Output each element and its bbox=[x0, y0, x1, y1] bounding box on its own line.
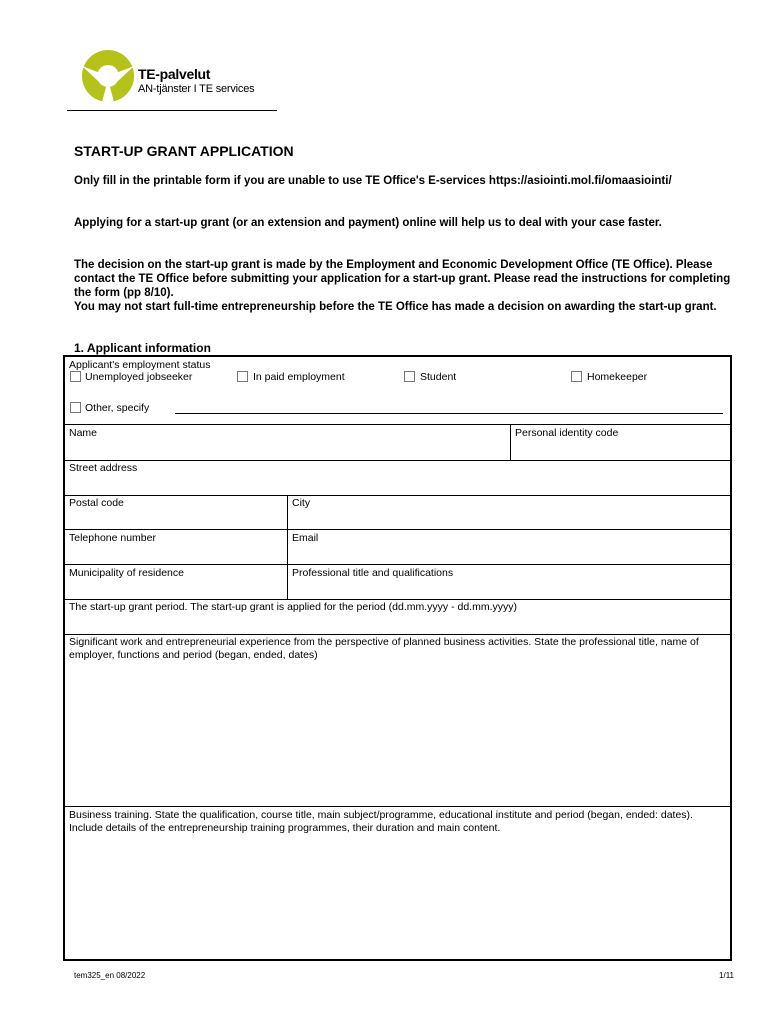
divider bbox=[65, 529, 730, 530]
business-training-label: Business training. State the qualification, course title, main subject/programme, educational institute and period (began, ended: dates). Include details of the entrepreneurship training programmes, their duration and main content. bbox=[69, 809, 693, 834]
page-number: 1/11 bbox=[719, 971, 734, 980]
checkbox-homekeeper[interactable] bbox=[571, 371, 582, 382]
city-label: City bbox=[292, 497, 311, 509]
telephone-label: Telephone number bbox=[69, 532, 156, 544]
divider bbox=[65, 424, 730, 425]
divider bbox=[287, 495, 288, 599]
checkbox-unemployed[interactable] bbox=[70, 371, 81, 382]
divider bbox=[510, 424, 511, 460]
divider bbox=[65, 634, 730, 635]
divider bbox=[65, 564, 730, 565]
checkbox-paid-employment[interactable] bbox=[237, 371, 248, 382]
logo-subtitle: AN-tjänster I TE services bbox=[138, 83, 255, 95]
page-title: START-UP GRANT APPLICATION bbox=[74, 143, 294, 159]
email-label: Email bbox=[292, 532, 319, 544]
applicant-form bbox=[63, 355, 732, 961]
intro-eservices-note: Only fill in the printable form if you are unable to use TE Office's E-services https://asiointi.mol.fi/omaasiointi/ bbox=[74, 175, 672, 187]
street-address-label: Street address bbox=[69, 462, 138, 474]
divider bbox=[65, 495, 730, 496]
municipality-label: Municipality of residence bbox=[69, 567, 184, 579]
intro-decision-note: The decision on the start-up grant is made by the Employment and Economic Development Office (TE Office). Please contact the TE Office before submitting your application for a start-up grant. Please read the instructions for completing the form (pp 8/10). bbox=[74, 259, 731, 299]
form-code: tem325_en 08/2022 bbox=[74, 971, 146, 980]
divider bbox=[65, 806, 730, 807]
employment-status-label: Applicant's employment status bbox=[69, 359, 211, 371]
intro-warning-note: You may not start full-time entrepreneurship before the TE Office has made a decision on awarding the start-up grant. bbox=[74, 301, 717, 313]
checkbox-student[interactable] bbox=[404, 371, 415, 382]
checkbox-other[interactable] bbox=[70, 402, 81, 413]
option-paid-employment-label: In paid employment bbox=[253, 371, 345, 383]
postal-code-label: Postal code bbox=[69, 497, 124, 509]
grant-period-label: The start-up grant period. The start-up grant is applied for the period (dd.mm.yyyy - dd.mm.yyyy) bbox=[69, 601, 517, 613]
divider bbox=[65, 460, 730, 461]
other-specify-field[interactable] bbox=[175, 413, 723, 414]
professional-title-label: Professional title and qualifications bbox=[292, 567, 454, 579]
experience-label: Significant work and entrepreneurial experience from the perspective of planned business activities. State the professional title, name of employer, functions and period (began, ended, dates) bbox=[69, 636, 699, 661]
option-student-label: Student bbox=[420, 371, 457, 383]
logo-brand-text: TE-palvelut bbox=[138, 66, 211, 82]
te-logo-icon bbox=[80, 48, 136, 104]
personal-id-label: Personal identity code bbox=[515, 427, 619, 439]
divider bbox=[65, 599, 730, 600]
option-other-label: Other, specify bbox=[85, 402, 150, 414]
section-applicant-title: 1. Applicant information bbox=[74, 341, 211, 355]
option-homekeeper-label: Homekeeper bbox=[587, 371, 648, 383]
header-divider bbox=[67, 110, 277, 111]
intro-online-note: Applying for a start-up grant (or an extension and payment) online will help us to deal with your case faster. bbox=[74, 217, 662, 229]
name-label: Name bbox=[69, 427, 98, 439]
te-services-logo bbox=[80, 48, 280, 104]
option-unemployed-label: Unemployed jobseeker bbox=[85, 371, 193, 383]
